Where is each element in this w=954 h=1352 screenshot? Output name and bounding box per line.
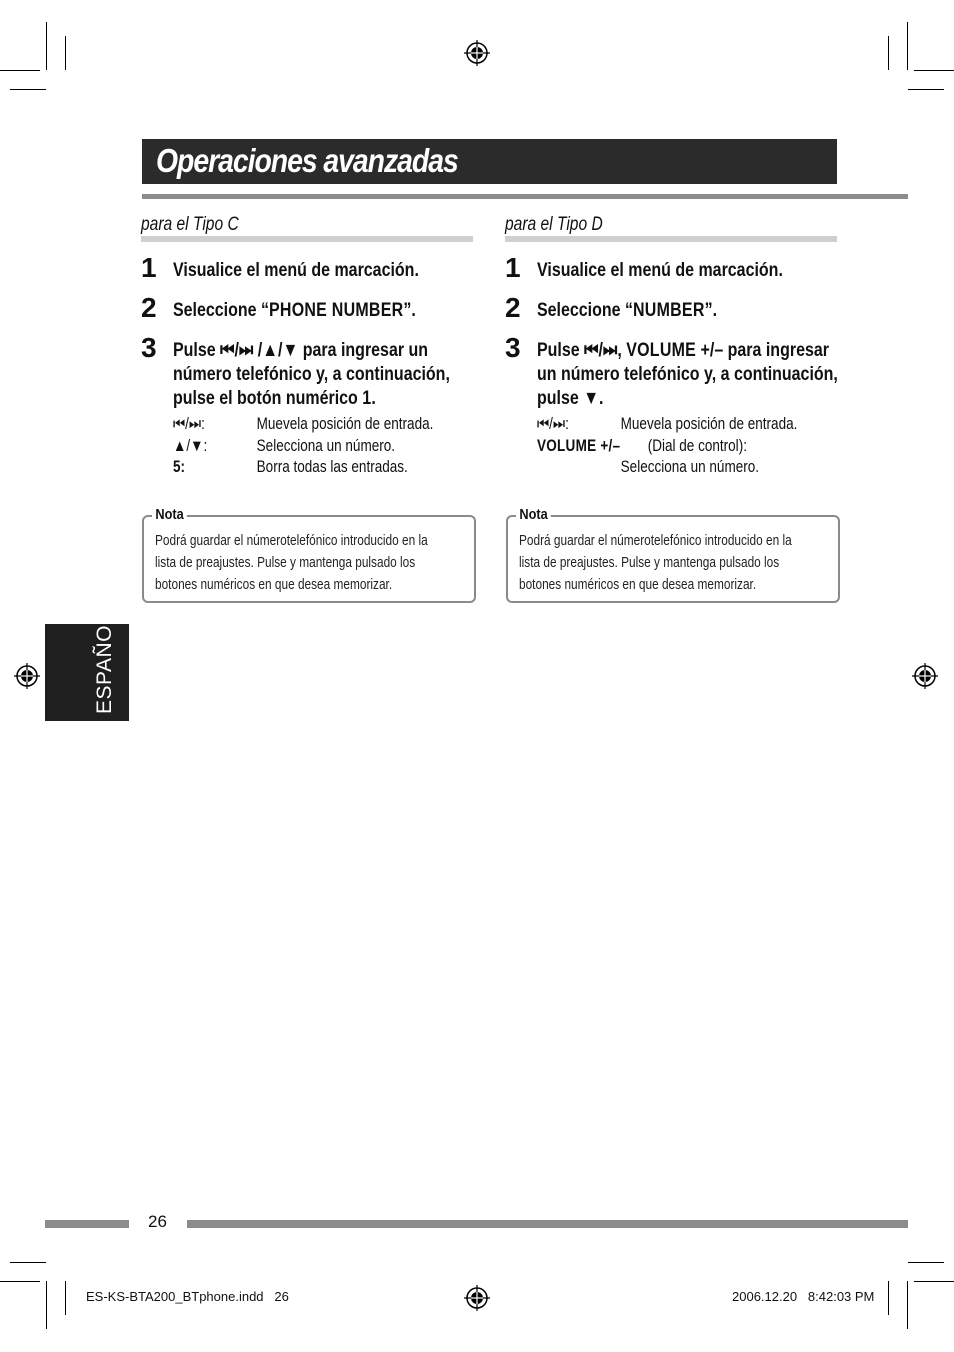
crop-mark [908, 1262, 944, 1263]
page-title-bar [142, 139, 837, 184]
detail-row [537, 436, 832, 458]
step-text: Pulse ⏮/⏭, VOLUME +/– para ingresar un número telefónico y, a continuación, pulse ▼. [537, 339, 838, 409]
step-details [537, 414, 832, 479]
detail-value: Selecciona un número. [620, 458, 760, 476]
column-type-c [141, 214, 473, 593]
step-text: Visualice el menú de marcación. [537, 259, 783, 281]
column-type-d [505, 214, 838, 593]
crop-mark [888, 1281, 889, 1315]
column-heading-rule [141, 236, 473, 242]
step-text: Pulse ⏮/⏭ /▲/▼ para ingresar un número telefónico y, a continuación, pulse el botón numérico 1. [173, 339, 450, 409]
crop-mark [914, 70, 954, 71]
crop-mark [888, 36, 889, 70]
note-text: Podrá guardar el númerotelefónico introducido en la lista de preajustes. Pulse y mantenga pulsado los botones numéricos en que desea memorizar. [155, 532, 428, 593]
column-heading: para el Tipo C [141, 214, 239, 235]
detail-key: ⏮/⏭: [537, 415, 569, 433]
step-text: Seleccione “PHONE NUMBER”. [173, 299, 416, 321]
page-title: Operaciones avanzadas [156, 142, 458, 179]
note-text: Podrá guardar el númerotelefónico introducido en la lista de preajustes. Pulse y mantenga pulsado los botones numéricos en que desea memorizar. [519, 532, 792, 593]
step-details [173, 414, 468, 479]
detail-value: Selecciona un número. [256, 436, 396, 455]
step-number: 3 [505, 332, 521, 363]
detail-value: Borra todas las entradas. [256, 458, 408, 476]
page-bar-left [45, 1220, 129, 1228]
file-timestamp: 2006.12.20 8:42:03 PM [732, 1289, 875, 1304]
detail-row [537, 414, 832, 436]
detail-value: (Dial de control): [647, 436, 747, 455]
crop-mark [10, 1262, 46, 1263]
detail-value: Muevela posición de entrada. [620, 415, 798, 433]
step-number: 1 [505, 252, 521, 283]
crop-mark [907, 1281, 908, 1329]
column-heading-rule [505, 236, 837, 242]
crop-mark [908, 89, 944, 90]
registration-mark-icon [464, 1285, 490, 1311]
registration-mark-icon [912, 663, 938, 689]
crop-mark [0, 1281, 40, 1282]
detail-key: VOLUME +/– [537, 436, 621, 455]
step-text: Visualice el menú de marcación. [173, 259, 419, 281]
detail-key: 5: [173, 458, 186, 476]
note-box [506, 506, 840, 603]
detail-key: ⏮/⏭: [173, 415, 205, 433]
note-box [142, 506, 476, 603]
step-number: 3 [141, 332, 157, 363]
detail-row [173, 414, 468, 436]
crop-mark [907, 22, 908, 70]
crop-mark [914, 1281, 954, 1282]
crop-mark [46, 22, 47, 70]
step-text: Seleccione “NUMBER”. [537, 299, 718, 321]
crop-mark [46, 1281, 47, 1329]
step-number: 2 [141, 292, 157, 323]
detail-row [173, 436, 468, 458]
step-number: 2 [505, 292, 521, 323]
language-tab-label: ESPAÑOL [93, 612, 116, 714]
column-heading: para el Tipo D [505, 214, 603, 235]
crop-mark [65, 1281, 66, 1315]
step-number: 1 [141, 252, 157, 283]
crop-mark [65, 36, 66, 70]
title-divider [142, 194, 908, 199]
note-label: Nota [516, 506, 551, 523]
page-number: 26 [148, 1212, 167, 1231]
crop-mark [10, 89, 46, 90]
detail-row [537, 457, 832, 479]
crop-mark [0, 70, 40, 71]
file-info: ES-KS-BTA200_BTphone.indd 26 [86, 1289, 289, 1304]
note-label: Nota [152, 506, 187, 523]
detail-key: ▲/▼: [173, 436, 208, 455]
detail-value: Muevela posición de entrada. [256, 415, 434, 433]
detail-row [173, 457, 468, 479]
registration-mark-icon [14, 663, 40, 689]
registration-mark-icon [464, 40, 490, 66]
page-bar-right [187, 1220, 908, 1228]
language-tab [45, 612, 129, 721]
